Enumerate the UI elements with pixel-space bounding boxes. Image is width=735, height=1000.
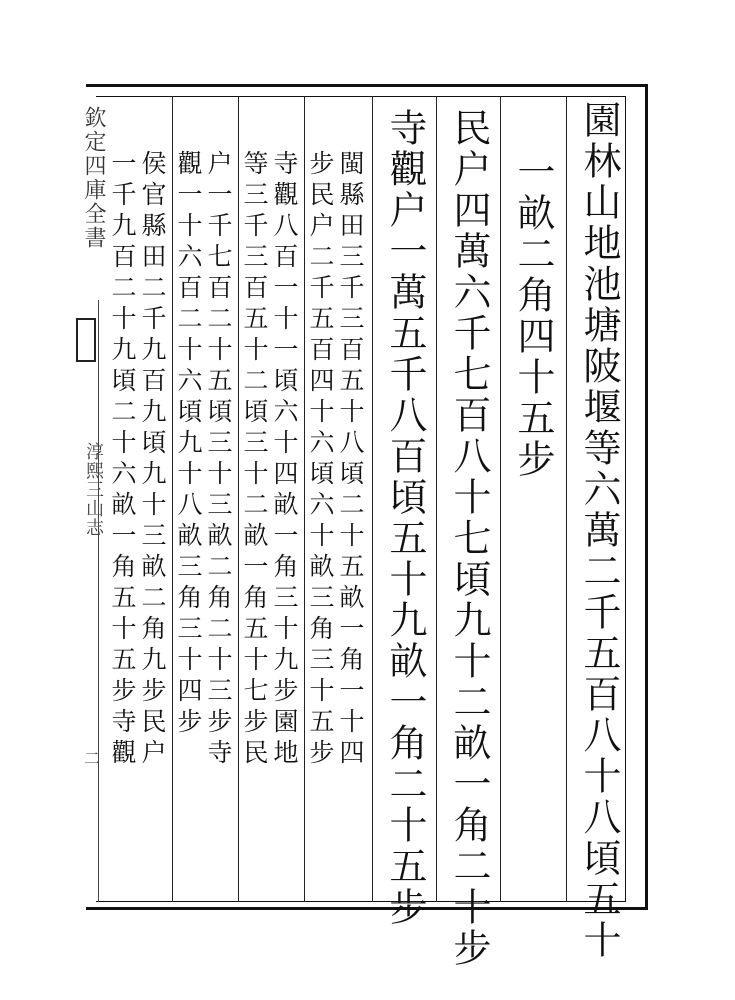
text-column-12: 一千九百二十九頃二十六畝一角五十五步寺觀 <box>108 150 137 770</box>
text-column-8: 等三千三百五十二頃三十二畝一角五十七步民 <box>240 150 269 770</box>
column-rule <box>172 96 173 902</box>
book-title: 欽定四庫全書 <box>81 106 106 250</box>
column-rule <box>500 96 501 902</box>
text-column-6: 步民户二千五百四十六頃六十畝三角三十五步 <box>306 150 335 770</box>
fish-tail-mark <box>76 318 96 362</box>
text-column-11: 侯官縣田二千九百九頃九十三畝二角九步民户 <box>138 150 167 770</box>
text-column-1: 園林山地池塘陂堰等六萬二千五百八十八頃五十 <box>577 100 621 961</box>
column-rule <box>372 96 373 902</box>
column-rule <box>304 96 305 902</box>
text-column-7: 寺觀八百一十一頃六十四畝一角三十九步園地 <box>270 150 299 770</box>
text-column-2: 一畝二角四十五步 <box>511 152 555 480</box>
column-rule <box>566 96 567 902</box>
page-number: 二 <box>84 749 101 768</box>
text-column-10: 觀一十六百二十六頃九十八畝三角三十四步 <box>174 150 203 739</box>
text-column-3: 民户四萬六千七百八十七頃九十二畝一角二十步 <box>447 108 491 969</box>
column-rule <box>436 96 437 902</box>
book-subtitle: 淳熙三山志 <box>83 442 104 537</box>
text-column-4: 寺觀户一萬五千八百頃五十九畝一角二十五步 <box>383 108 427 928</box>
column-rule <box>238 96 239 902</box>
fold-divider <box>98 300 99 902</box>
text-column-9: 户一千七百二十五頃三十三畝二角二十三步寺 <box>204 150 233 770</box>
text-column-5: 閩縣田三千三百五十八頃二十五畝一角一十四 <box>336 150 365 770</box>
